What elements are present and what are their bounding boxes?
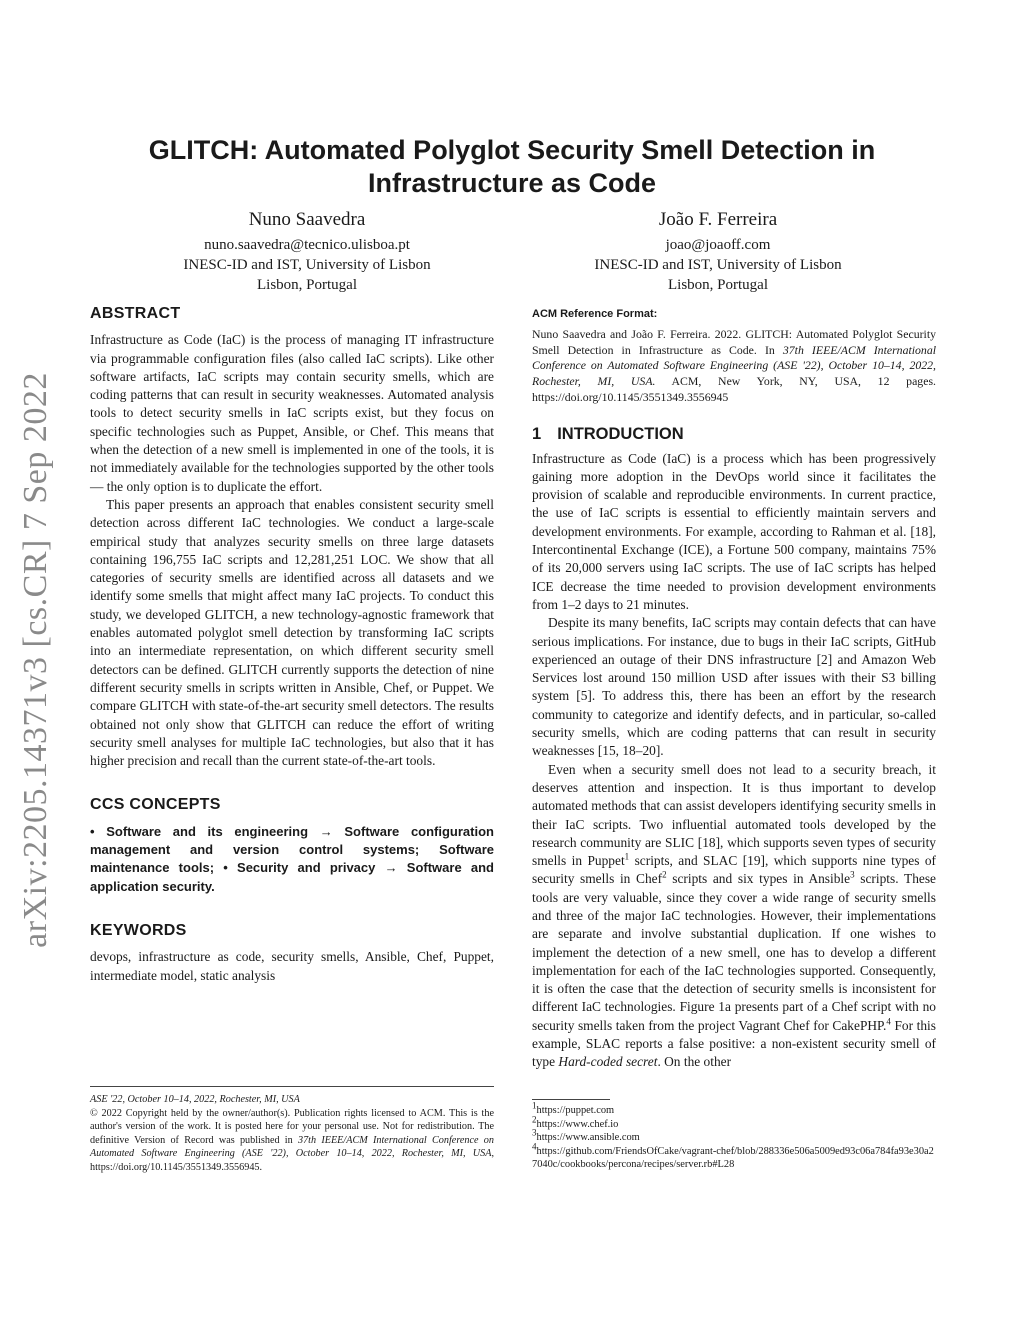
introduction-heading — [532, 425, 936, 443]
author-name: João F. Ferreira — [658, 209, 778, 230]
author-name: Nuno Saavedra — [248, 209, 366, 230]
url-footnotes — [532, 1099, 936, 1172]
footnote-ref: 1 — [624, 851, 630, 862]
footnote-rule — [532, 1099, 610, 1100]
keywords-heading: KEYWORDS — [90, 921, 187, 939]
author-email: nuno.saavedra@tecnico.ulisboa.pt — [204, 237, 410, 253]
footnote-item: $^3$https://www.ansible.com — [532, 1127, 640, 1144]
acm-reference-text: Nuno Saavedra and João F. Ferreira. 2022. GLITCH: Automated Polyglot Security Smell Detection in Infrastructure as Code. In 37th IEEE/ACM International Conference on Automated Software Engineering (ASE '22), October 10–14, 2022, Rochester, MI, USA. ACM, New York, NY, USA, 12 pages. https://doi.org/10.1145/3551349.3556945 — [532, 327, 937, 404]
intro-paragraph: Infrastructure as Code (IaC) is a process which has been progressively gaining more adoption in the DevOps world since it facilitates the provision of scalable and reproducible environments. In current practice, the use of IaC scripts is essential to efficiently maintain servers and development environments. For example, according to Rahman et al. [18], Intercontinental Exchange (ICE), a Fortune 500 company, maintains 75% of its 20,000 servers using IaC scripts. The use of IaC scripts has helped ICE decrease the time needed to provision development environments from 1–2 days to 21 minutes. — [532, 450, 936, 612]
footnote-item: $^2$https://www.chef.io — [532, 1114, 619, 1130]
footnote-ref: 2 — [662, 869, 667, 880]
right-column — [532, 305, 936, 1072]
copyright-footnote — [90, 1086, 494, 1175]
abstract-paragraph: Infrastructure as Code (IaC) is the process of managing IT infrastructure via programmable configuration files (also called IaC scripts). Like other software artifacts, IaC scripts may contain security smells, which are coding patterns that can result in security weaknesses. Automated analysis tools to detect security smells in IaC scripts exist, but they focus on specific technologies such as Puppet, Ansible, or Chef. This means that when the detection of a new smell is implemented in one of the tools, it is not immediately available for the technologies supported by the other tools — the only option is to duplicate the effort. — [90, 332, 494, 494]
author-email: joao@joaoff.com — [665, 237, 771, 253]
paper-title: GLITCH: Automated Polyglot Security Smell Detection in Infrastructure as Code — [148, 135, 876, 198]
author-location: Lisbon, Portugal — [257, 277, 357, 293]
section-title: INTRODUCTION — [557, 425, 684, 444]
ccs-heading: CCS CONCEPTS — [90, 796, 221, 814]
footnote-ref: 3 — [850, 869, 855, 880]
intro-paragraph: Even when a security smell does not lead to a security breach, it deserves attention and inspection. It is thus important to develop automated methods that can assist developers identifying security smells in their IaC scripts. Two influential automated tools developed by the research community are SLIC [18], which supports seven types of security smells in Puppet$^1$ scripts, and SLAC [19], which supports nine types of security smells in Chef$^2$ scripts and six types in Ansible$^3$ scripts. These tools are very valuable, since they cover a wide range of security smells and three of the major IaC technologies. However, their implementations are separate and involve substantial duplication. If one wishes to implement the detection of a new smell, one has to develop a different implementation for each of the IaC technologies supported. Consequently, it is often the case that the detection of security smells is inconsistent for different IaC technologies. Figure 1a presents part of a Chef script with no security smells taken from the project Vagrant Chef for CakePHP.$^4$ For this example, SLAC reports a false positive: a non-existent security smell of type Hard-coded secret. On the other — [532, 761, 936, 1070]
venue-line: ASE '22, October 10–14, 2022, Rochester, MI, USA — [90, 1094, 300, 1105]
author-affiliation: INESC-ID and IST, University of Lisbon — [183, 257, 431, 273]
arxiv-sidebar — [10, 360, 62, 960]
copyright-text: © 2022 Copyright held by the owner/author(s). Publication rights licensed to ACM. This is the author's version of the work. It is posted here for your personal use. Not for redistribution. The definitive Version of Record was published in — [90, 1107, 494, 1146]
author-block-2 — [528, 207, 908, 295]
footnote-ref: 4 — [886, 1016, 891, 1027]
left-column — [90, 305, 494, 985]
author-affiliation: INESC-ID and IST, University of Lisbon — [594, 257, 842, 273]
keywords-list: devops, infrastructure as code, security smells, Ansible, Chef, Puppet, intermediate model, static analysis — [90, 949, 494, 983]
ccs-concepts: • Software and its engineering → Software configuration management and version control systems; Software maintenance tools; • Security and privacy → Software and application security. — [90, 823, 494, 894]
intro-paragraph: Despite its many benefits, IaC scripts may contain defects that can have serious implications. For instance, due to bugs in their IaC scripts, GitHub experienced an outage of their DNS infrastructure [2] and Amazon Web Services lost around 150 million USD after issues with their S3 billing system [5]. To address this, there has been an effort by the research community to categorize and identify defects, and in particular, so-called security smells, which are coding patterns that can result in security weaknesses [15, 18–20]. — [532, 615, 936, 759]
author-block-1 — [117, 207, 497, 295]
abstract-paragraph: This paper presents an approach that enables consistent security smell detection across different IaC technologies. We conduct a large-scale empirical study that analyzes security smells on three large datasets containing 196,755 IaC scripts and 12,281,251 LOC. We show that all categories of security smells are identified across all datasets and we identify some smells that might affect many IaC projects. To conduct this study, we developed GLITCH, a new technology-agnostic framework that enables automated polyglot smell detection by transforming IaC scripts into an intermediate representation, on which different security smell detectors can be defined. GLITCH currently supports the detection of nine different security smells in scripts written in Ansible, Chef, or Puppet. We compare GLITCH with state-of-the-art security smell detectors. The results obtained not only show that GLITCH can reduce the effort of writing security smell analyses for multiple IaC technologies, but also that it has higher precision and recall than the current state-of-the-art tools. — [90, 496, 494, 769]
footnote-item: $^1$https://puppet.com — [532, 1100, 615, 1116]
footnote-item: $^4$https://github.com/FriendsOfCake/vagrant-chef/blob/288336e506a5009ed93c06a784fa93e30a27040c/cookbooks/percona/recipes/server.rb#L28 — [532, 1141, 934, 1171]
proceedings-name: 37th IEEE/ACM International Conference on Automated Software Engineering (ASE '22), October 10–14, 2022, Rochester, MI, USA — [90, 1134, 494, 1160]
arxiv-id: arXiv:2205.14371v3 [cs.CR] 7 Sep 2022 — [17, 372, 54, 948]
doi-text: , https://doi.org/10.1145/3551349.3556945. — [90, 1148, 494, 1173]
acm-reference-label: ACM Reference Format: — [532, 308, 658, 320]
abstract-heading: ABSTRACT — [90, 305, 181, 322]
section-number: 1 — [532, 425, 542, 444]
author-location: Lisbon, Portugal — [668, 277, 768, 293]
